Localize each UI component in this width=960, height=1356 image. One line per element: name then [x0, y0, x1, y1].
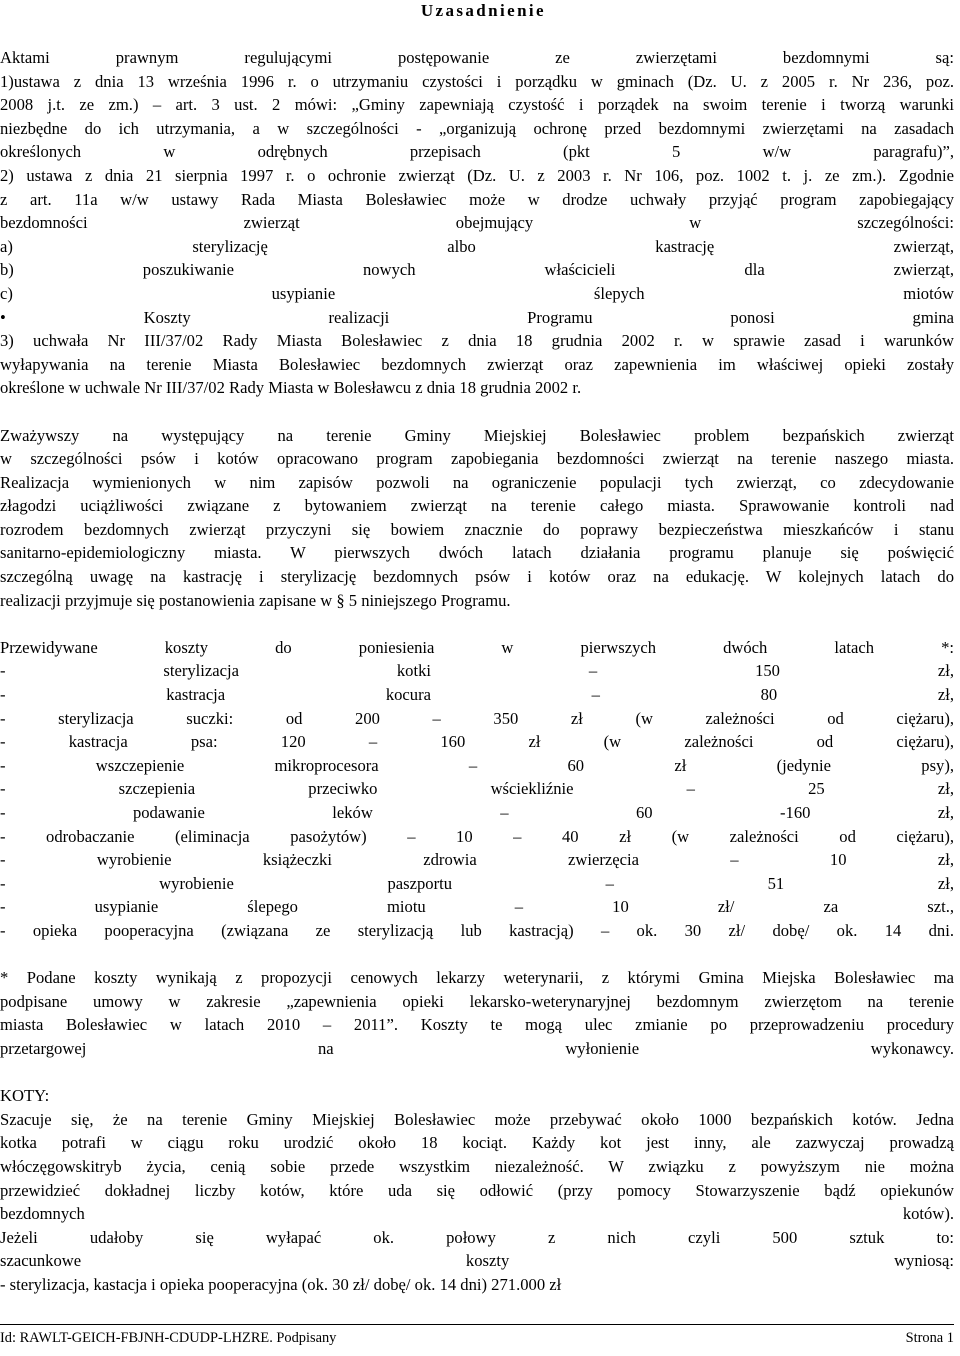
text-line: KOTY: — [0, 1086, 50, 1106]
text-line: b) poszukiwanie nowych właścicieli dla zwierząt, — [0, 260, 954, 280]
text-line: - wszczepienie mikroprocesora – 60 zł (jedynie psy), — [0, 755, 954, 775]
text-line: Szacuje się, że na terenie Gminy Miejskiej Bolesławiec może przebywać około 1000 bezpańskich kotów. Jedna — [0, 1109, 954, 1129]
page-number: Strona 1 — [905, 1330, 954, 1346]
section-cost-note — [0, 966, 954, 1060]
text-line: a) sterylizację albo kastrację zwierząt, — [0, 236, 954, 256]
text-line: - sterylizacja kotki – 150 zł, — [0, 661, 954, 681]
text-line: - wyrobienie paszportu – 51 zł, — [0, 873, 954, 893]
text-line: 1)ustawa z dnia 13 września 1996 r. o utrzymaniu czystości i porządku w gminach (Dz. U. z 2005 r. Nr 236, poz. — [0, 71, 954, 91]
text-line: - szczepienia przeciwko wściekliźnie – 25 zł, — [0, 779, 954, 799]
text-line: - wyrobienie książeczki zdrowia zwierzęcia – 10 zł, — [0, 850, 954, 870]
page-footer — [0, 1324, 954, 1347]
text-line: - sterylizacja, kastacja i opieka pooperacyjna (ok. 30 zł/ dobę/ ok. 14 dni) 271.000 zł — [0, 1274, 562, 1294]
text-line: realizacji przyjmuje się postanowienia zapisane w § 5 niniejszego Programu. — [0, 590, 511, 610]
text-line: - opieka pooperacyjna (związana ze sterylizacją lub kastracją) – ok. 30 zł/ dobę/ ok. 14 dni. — [0, 920, 954, 940]
text-line: Aktami prawnym regulującymi postępowanie ze zwierzętami bezdomnymi są: — [0, 48, 954, 67]
document-id: Id: RAWLT-GEICH-FBJNH-CDUDP-LHZRE. Podpisany — [0, 1330, 337, 1346]
text-line: szczególną uwagę na kastrację i sterylizację bezdomnych psów i kotów oraz na edukację. W kolejnych latach do — [0, 567, 954, 587]
text-line: włóczęgowskitryb życia, cenią sobie przede wszystkim niezależność. W związku z powyższym nie można — [0, 1156, 954, 1176]
text-line: Przewidywane koszty do poniesienia w pierwszych dwóch latach *: — [0, 637, 954, 657]
text-line: Jeżeli udałoby się wyłapać ok. połowy z nich czyli 500 sztuk to: — [0, 1227, 954, 1247]
document-title: Uzasadnienie — [420, 1, 546, 20]
text-line: z art. 11a w/w ustawy Rada Miasta Bolesławiec może w drodze uchwały przyjąć program zapobiegający — [0, 189, 954, 209]
section-legal-basis — [0, 46, 954, 400]
text-line: w szczególności psów i kotów opracowano program zapobiegania bezdomności zwierząt na terenie naszego miasta. — [0, 449, 954, 469]
text-line: * Podane koszty wynikają z propozycji cenowych lekarzy weterynarii, z którymi Gmina Miejska Bolesławiec ma — [0, 968, 954, 988]
text-line: szacunkowe koszty wyniosą: — [0, 1251, 954, 1271]
text-line: 2008 j.t. ze zm.) – art. 3 ust. 2 mówi: „Gminy zapewniają czystość i porządek na swoim terenie i tworzą warunki — [0, 95, 954, 115]
section-justification — [0, 424, 954, 613]
text-line: 2) ustawa z dnia 21 sierpnia 1997 r. o ochronie zwierząt (Dz. U. z 2003 r. Nr 106, poz. 1002 t. j. ze zm.). Zgodnie — [0, 165, 954, 185]
text-line: określone w uchwale Nr III/37/02 Rady Miasta w Bolesławcu z dnia 18 grudnia 2002 r. — [0, 378, 582, 398]
text-line: niezbędne do ich utrzymania, a w szczególności - „organizują ochronę przed bezdomnymi zwierzętami na zasadach — [0, 118, 954, 138]
text-line: - sterylizacja suczki: od 200 – 350 zł (w zależności od ciężaru), — [0, 708, 954, 728]
text-line: Zważywszy na występujący na terenie Gminy Miejskiej Bolesławiec problem bezpańskich zwierząt — [0, 425, 954, 445]
document-body — [0, 46, 954, 1296]
text-line: złagodzi uciążliwości związane z bytowaniem zwierząt na terenie całego miasta. Sprawowanie kontroli nad — [0, 496, 954, 516]
text-line: - kastracja kocura – 80 zł, — [0, 685, 954, 705]
text-line: bezdomnych kotów). — [0, 1204, 954, 1224]
text-line: bezdomności zwierząt obejmujący w szczególności: — [0, 213, 954, 233]
text-line: c) usypianie ślepych miotów — [0, 283, 954, 303]
text-line: podpisane umowy w zakresie „zapewnienia opieki lekarsko-weterynaryjnej bezdomnym zwierzętom na terenie — [0, 991, 954, 1011]
text-line: określonych w odrębnych przepisach (pkt 5 w/w paragrafu)”, — [0, 142, 954, 162]
text-line: sanitarno-epidemiologiczny miasta. W pierwszych dwóch latach działania programu planuje się poświęcić — [0, 543, 954, 563]
text-line: - usypianie ślepego miotu – 10 zł/ za szt., — [0, 897, 954, 917]
text-line: - podawanie leków – 60 -160 zł, — [0, 803, 954, 822]
section-cats — [0, 1084, 954, 1296]
text-line: wyłapywania na terenie Miasta Bolesławiec bezdomnych zwierząt oraz zapewnienia im właściwej opieki zostały — [0, 354, 954, 374]
text-line: 3) uchwała Nr III/37/02 Rady Miasta Bolesławiec z dnia 18 grudnia 2002 r. w sprawie zasad i warunków — [0, 331, 954, 351]
section-cost-list — [0, 636, 954, 943]
text-line: rozrodem bezdomnych zwierząt przyczyni się bowiem znacznie do poprawy bezpieczeństwa mieszkańców i stanu — [0, 519, 954, 539]
text-line: przewidzieć dokładnej liczby kotów, które uda się odłowić (przy pomocy Stowarzyszenie bądź opiekunów — [0, 1180, 954, 1200]
text-line: przetargowej na wyłonienie wykonawcy. — [0, 1038, 954, 1058]
text-line: Realizacja wymienionych w nim zapisów pozwoli na ograniczenie populacji tych zwierząt, co zdecydowanie — [0, 472, 954, 492]
text-line: - kastracja psa: 120 – 160 zł (w zależności od ciężaru), — [0, 732, 954, 752]
text-line: kotka potrafi w ciągu roku urodzić około 18 kociąt. Każdy kot jest inny, ale zazwyczaj prowadzą — [0, 1133, 954, 1153]
text-line: • Koszty realizacji Programu ponosi gmina — [0, 307, 954, 327]
text-line: - odrobaczanie (eliminacja pasożytów) – 10 – 40 zł (w zależności od ciężaru), — [0, 826, 954, 846]
text-line: miasta Bolesławiec w latach 2010 – 2011”. Koszty te mogą ulec zmianie po przeprowadzeniu procedury — [0, 1015, 954, 1035]
